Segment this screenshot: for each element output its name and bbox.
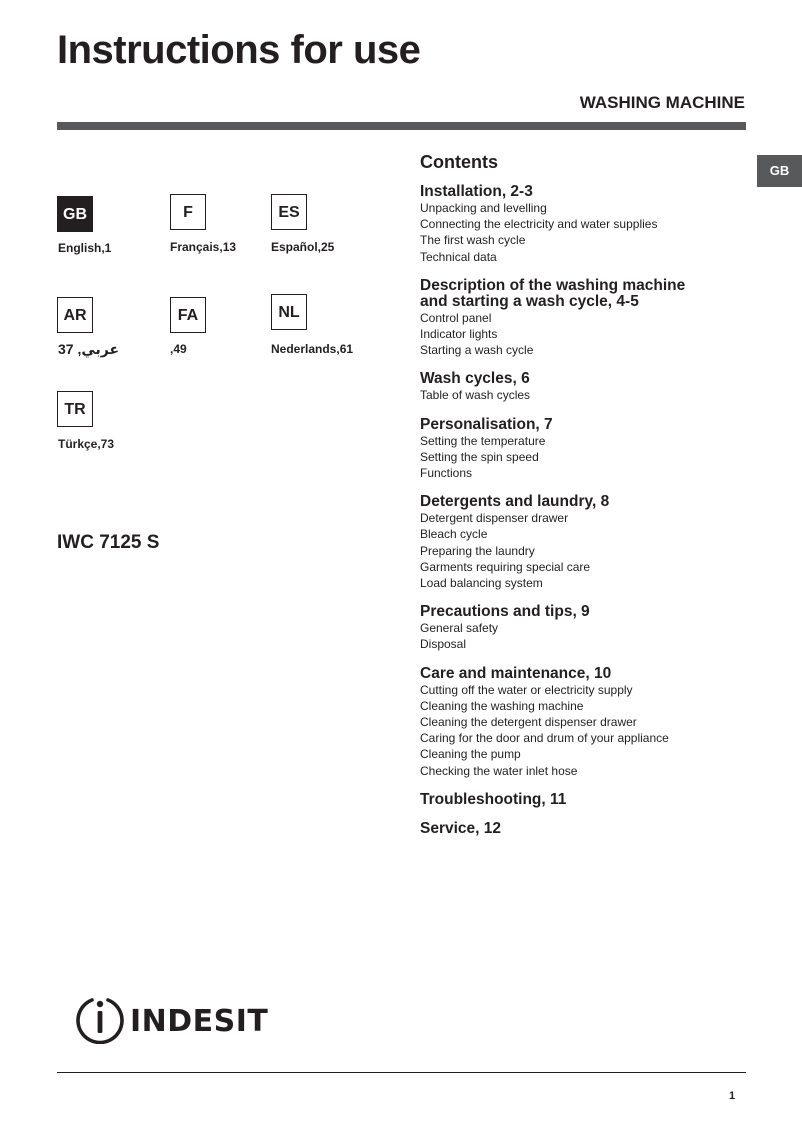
section-item: Load balancing system [420, 576, 543, 591]
section-title[interactable]: Wash cycles, 6 [420, 370, 530, 388]
header-divider-bar [57, 122, 746, 130]
section-item: Control panel [420, 310, 492, 325]
page-title: Instructions for use [57, 28, 421, 72]
footer-divider [57, 1072, 746, 1073]
section-item: Garments requiring special care [420, 559, 591, 574]
section-title[interactable]: Description of the washing machine and starting a wash cycle, 4-5 [420, 276, 686, 310]
section-item: Setting the temperature [420, 433, 546, 448]
section-item: Caring for the door and drum of your appliance [420, 731, 669, 746]
contents-section-precautions [420, 604, 750, 652]
section-title[interactable]: Precautions and tips, 9 [420, 603, 590, 621]
language-box-fa[interactable]: FA [170, 297, 206, 333]
section-item: General safety [420, 621, 499, 636]
section-item: Unpacking and levelling [420, 201, 547, 215]
section-item: Disposal [420, 637, 467, 652]
section-title[interactable]: Personalisation, 7 [420, 415, 553, 433]
model-number: IWC 7125 S [57, 532, 160, 553]
section-item: Setting the spin speed [420, 449, 539, 464]
contents-section-description [420, 278, 750, 359]
contents-heading: Contents [420, 152, 498, 172]
section-item: Detergent dispenser drawer [420, 511, 569, 526]
product-type: WASHING MACHINE [579, 93, 745, 112]
section-item: Starting a wash cycle [420, 343, 534, 358]
language-label-tr[interactable]: Türkçe,73 [58, 437, 115, 451]
page-number: 1 [729, 1090, 736, 1102]
language-label-es[interactable]: Español,25 [271, 240, 335, 254]
section-title[interactable]: Detergents and laundry, 8 [420, 493, 610, 511]
section-item: Cutting off the water or electricity supply [420, 682, 633, 697]
language-label-gb[interactable]: English,1 [58, 241, 112, 255]
section-title[interactable]: Installation, 2-3 [420, 183, 533, 200]
language-label-nl[interactable]: Nederlands,61 [271, 342, 354, 356]
svg-text:INDESIT: INDESIT [130, 1004, 269, 1039]
section-item: Bleach cycle [420, 527, 488, 542]
section-item: Cleaning the pump [420, 747, 521, 762]
section-item: Cleaning the detergent dispenser drawer [420, 715, 637, 730]
language-box-tr[interactable]: TR [57, 391, 93, 427]
indesit-logo-icon [70, 992, 270, 1044]
language-label-ar[interactable]: عربي, 37 [58, 341, 120, 357]
language-box-nl[interactable]: NL [271, 294, 307, 330]
section-item: Indicator lights [420, 327, 498, 342]
section-title[interactable]: Service, 12 [420, 819, 502, 837]
section-item: Connecting the electricity and water supplies [420, 217, 658, 232]
contents-section-care [420, 666, 750, 779]
language-box-gb[interactable]: GB [57, 196, 93, 232]
language-side-tab: GB [757, 155, 802, 187]
contents-section-detergents [420, 494, 750, 591]
section-item: Checking the water inlet hose [420, 763, 578, 778]
table-of-contents [420, 150, 750, 850]
contents-section-personalisation [420, 417, 750, 482]
contents-section-installation [420, 184, 750, 265]
section-item: Preparing the laundry [420, 543, 535, 558]
section-item: The first wash cycle [420, 233, 526, 248]
language-box-f[interactable]: F [170, 194, 206, 230]
section-title[interactable]: Troubleshooting, 11 [420, 790, 567, 808]
section-item: Cleaning the washing machine [420, 698, 584, 713]
section-item: Functions [420, 466, 473, 481]
language-label-f[interactable]: Français,13 [170, 240, 237, 254]
section-item: Technical data [420, 249, 497, 264]
contents-section-troubleshooting [420, 792, 750, 808]
language-label-fa[interactable]: ,49 [170, 342, 187, 356]
contents-section-wash-cycles [420, 371, 750, 403]
section-title[interactable]: Care and maintenance, 10 [420, 664, 612, 682]
contents-section-service [420, 821, 750, 837]
language-box-ar[interactable]: AR [57, 297, 93, 333]
section-item: Table of wash cycles [420, 388, 531, 403]
language-box-es[interactable]: ES [271, 194, 307, 230]
